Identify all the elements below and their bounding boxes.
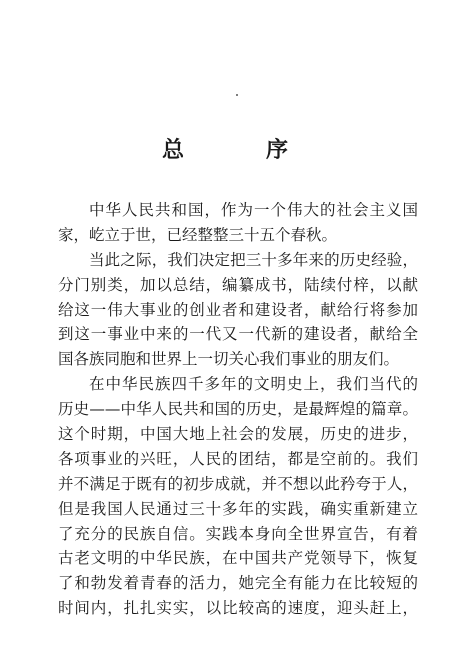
preface-body — [58, 198, 418, 621]
text-line: 各项事业的兴旺，人民的团结，都是空前的。我们 — [58, 449, 418, 468]
text-line: 分门别类，加以总结，编纂成书，陆续付梓，以献 — [58, 275, 418, 294]
text-line: 这个时期，中国大地上社会的发展，历史的进步， — [58, 425, 418, 444]
text-line: 但是我国人民通过三十多年的实践，确实重新建立 — [58, 499, 418, 518]
text-line: 国各族同胞和世界上一切关心我们事业的朋友们。 — [58, 350, 400, 369]
text-line: 历史——中华人民共和国的历史，是最辉煌的篇章。 — [58, 400, 418, 419]
text-line: 当此之际，我们决定把三十多年来的历史经验， — [89, 250, 418, 269]
text-line: 家，屹立于世，已经整整三十五个春秋。 — [58, 225, 338, 244]
page-title: 总 序 — [161, 137, 318, 163]
text-line: 了和勃发着青春的活力，她完全有能力在比较短的 — [58, 574, 418, 593]
print-speck — [236, 94, 238, 96]
text-line: 古老文明的中华民族，在中国共产党领导下，恢复 — [58, 549, 418, 568]
text-line: 给这一伟大事业的创业者和建设者，献给行将参加 — [58, 300, 418, 319]
text-line: 了充分的民族自信。实践本身向全世界宣告，有着 — [58, 524, 418, 543]
text-line: 到这一事业中来的一代又一代新的建设者，献给全 — [58, 325, 418, 344]
text-line: 在中华民族四千多年的文明史上，我们当代的 — [89, 375, 418, 394]
text-line: 并不满足于既有的初步成就，并不想以此矜夸于人， — [58, 474, 418, 493]
text-line: 中华人民共和国，作为一个伟大的社会主义国 — [89, 201, 418, 219]
text-line: 时间内，扎扎实实，以比较高的速度，迎头赶上， — [58, 599, 418, 618]
